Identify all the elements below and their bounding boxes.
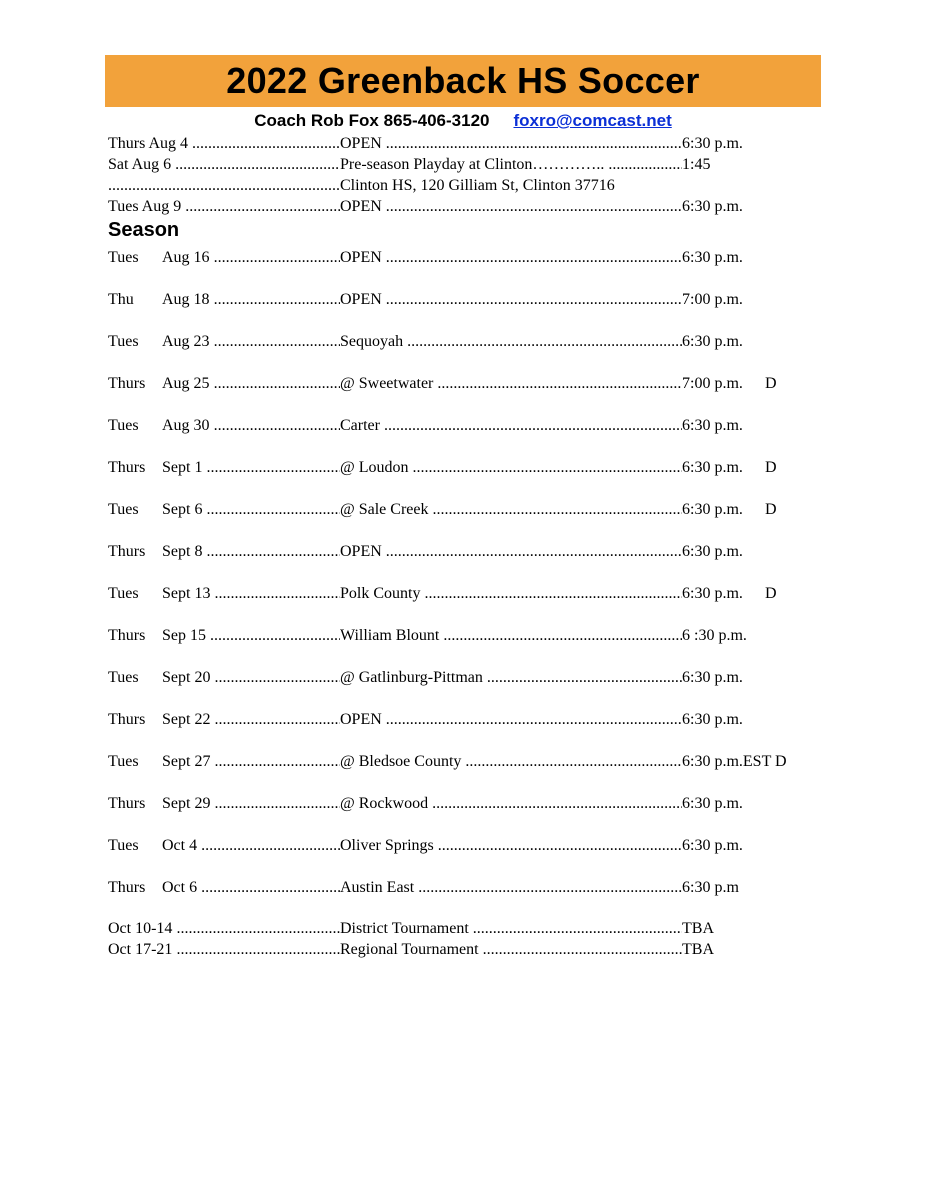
- row-event: OPEN .....: [340, 135, 682, 155]
- row-time: 6:30 p.m.EST D: [682, 753, 787, 770]
- row-date: Aug 25 .....: [162, 375, 340, 395]
- row-time: 7:00 p.m.: [682, 375, 743, 392]
- row-time: 6:30 p.m.: [682, 795, 743, 812]
- row-date: Oct 10-14 .....: [108, 920, 340, 940]
- row-day: Thurs: [108, 627, 146, 644]
- row-opponent: OPEN .....: [340, 543, 682, 563]
- coach-email-link[interactable]: foxro@comcast.net: [513, 111, 672, 130]
- row-day: Thurs: [108, 375, 146, 392]
- row-date: Oct 6 .....: [162, 879, 340, 899]
- row-date: Thurs Aug 4 .....: [108, 135, 340, 155]
- row-opponent: @ Gatlinburg-Pittman .....: [340, 669, 682, 689]
- row-date: Sept 29 .....: [162, 795, 340, 815]
- row-time: 6:30 p.m.: [682, 543, 743, 560]
- row-opponent: @ Sale Creek .....: [340, 501, 682, 521]
- row-opponent: Carter .....: [340, 417, 682, 437]
- row-date: Sep 15 .....: [162, 627, 340, 647]
- row-day: Thu: [108, 291, 134, 308]
- row-date: Aug 23 .....: [162, 333, 340, 353]
- row-time: 6:30 p.m.: [682, 198, 743, 215]
- row-day: Thurs: [108, 879, 146, 896]
- row-date: Sept 13 .....: [162, 585, 340, 605]
- row-date: Sept 1 .....: [162, 459, 340, 479]
- coach-contact: [105, 110, 821, 132]
- row-date: Oct 17-21 .....: [108, 941, 340, 961]
- row-date: Sept 27 .....: [162, 753, 340, 773]
- row-event: Clinton HS, 120 Gilliam St, Clinton 37716: [340, 177, 615, 194]
- row-event: Pre-season Playday at Clinton………….. .....: [340, 156, 682, 176]
- row-opponent: @ Bledsoe County .....: [340, 753, 682, 773]
- row-day: Tues: [108, 837, 139, 854]
- row-time: 6:30 p.m.: [682, 459, 743, 476]
- row-date: [108, 177, 340, 197]
- row-time: 6:30 p.m.: [682, 333, 743, 350]
- row-day: Tues: [108, 669, 139, 686]
- row-opponent: William Blount .....: [340, 627, 682, 647]
- row-day: Tues: [108, 417, 139, 434]
- row-time: 6:30 p.m.: [682, 417, 743, 434]
- row-time: 6:30 p.m.: [682, 501, 743, 518]
- row-time: 6:30 p.m.: [682, 837, 743, 854]
- row-time: 6:30 p.m.: [682, 249, 743, 266]
- row-time: TBA: [682, 941, 714, 958]
- page-title: 2022 Greenback HS Soccer: [226, 60, 700, 101]
- row-time: 1:45: [682, 156, 711, 173]
- row-day: Thurs: [108, 543, 146, 560]
- row-district-flag: D: [765, 459, 777, 476]
- row-day: Tues: [108, 585, 139, 602]
- row-time: TBA: [682, 920, 714, 937]
- row-date: Aug 16 .....: [162, 249, 340, 269]
- season-heading: Season: [108, 219, 180, 241]
- row-day: Tues: [108, 753, 139, 770]
- row-day: Tues: [108, 501, 139, 518]
- row-date: Sept 6 .....: [162, 501, 340, 521]
- row-opponent: Polk County .....: [340, 585, 682, 605]
- row-opponent: OPEN .....: [340, 291, 682, 311]
- title-banner: [105, 55, 821, 107]
- row-date: Oct 4 .....: [162, 837, 340, 857]
- row-opponent: OPEN .....: [340, 711, 682, 731]
- coach-name-phone: Coach Rob Fox 865-406-3120: [254, 111, 490, 130]
- row-opponent: Sequoyah .....: [340, 333, 682, 353]
- row-opponent: OPEN .....: [340, 249, 682, 269]
- row-time: 6:30 p.m.: [682, 135, 743, 152]
- row-date: Sept 8 .....: [162, 543, 340, 563]
- row-opponent: @ Sweetwater .....: [340, 375, 682, 395]
- row-opponent: Oliver Springs .....: [340, 837, 682, 857]
- row-event: Regional Tournament .....: [340, 941, 682, 961]
- row-time: 6 :30 p.m.: [682, 627, 747, 644]
- row-date: Sept 20 .....: [162, 669, 340, 689]
- row-event: OPEN .....: [340, 198, 682, 218]
- row-district-flag: D: [765, 375, 777, 392]
- row-day: Thurs: [108, 711, 146, 728]
- row-date: Sat Aug 6 .....: [108, 156, 340, 176]
- row-date: Tues Aug 9 .....: [108, 198, 340, 218]
- row-day: Thurs: [108, 459, 146, 476]
- row-opponent: @ Loudon .....: [340, 459, 682, 479]
- row-date: Aug 30 .....: [162, 417, 340, 437]
- row-time: 6:30 p.m.: [682, 585, 743, 602]
- row-time: 7:00 p.m.: [682, 291, 743, 308]
- row-opponent: Austin East .....: [340, 879, 682, 899]
- row-date: Sept 22 .....: [162, 711, 340, 731]
- row-opponent: @ Rockwood .....: [340, 795, 682, 815]
- row-day: Tues: [108, 333, 139, 350]
- row-district-flag: D: [765, 585, 777, 602]
- row-time: 6:30 p.m.: [682, 669, 743, 686]
- row-day: Tues: [108, 249, 139, 266]
- row-district-flag: D: [765, 501, 777, 518]
- row-day: Thurs: [108, 795, 146, 812]
- row-time: 6:30 p.m.: [682, 711, 743, 728]
- row-time: 6:30 p.m: [682, 879, 739, 896]
- row-event: District Tournament .....: [340, 920, 682, 940]
- row-date: Aug 18 .....: [162, 291, 340, 311]
